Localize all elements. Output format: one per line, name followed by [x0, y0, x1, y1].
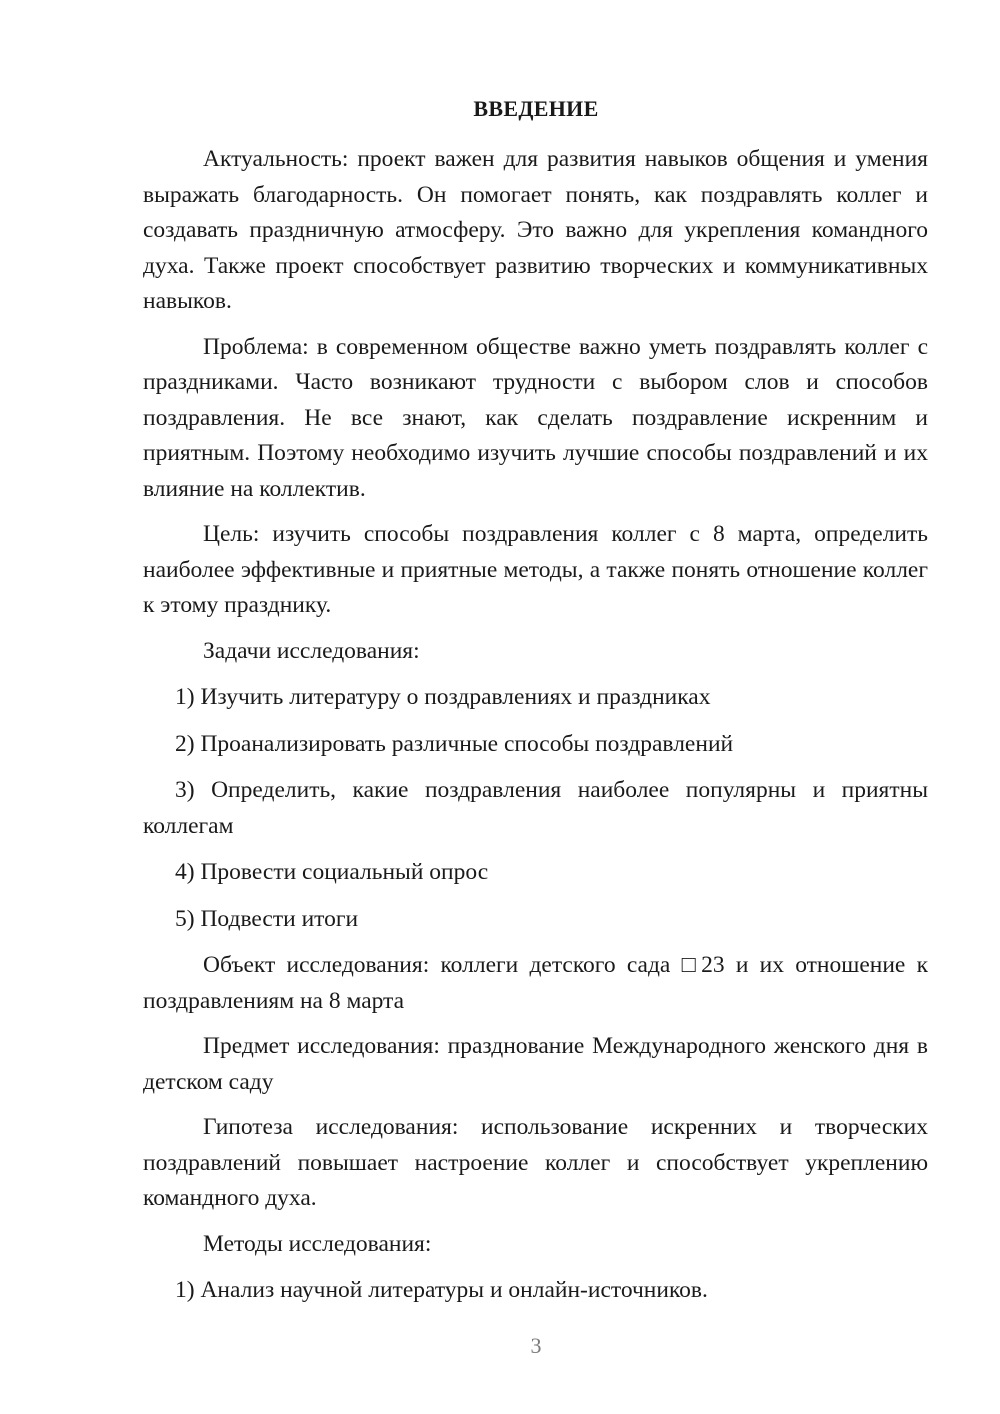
object-paragraph: Объект исследования: коллеги детского сада □23 и их отношение к поздравлениям на 8 марта — [143, 952, 928, 1014]
task-item-2: 2) Проанализировать различные способы поздравлений — [175, 730, 734, 757]
methods-heading: Методы исследования: — [203, 1230, 432, 1257]
page-number: 3 — [530, 1333, 542, 1358]
tasks-heading: Задачи исследования: — [203, 637, 420, 664]
relevance-paragraph: Актуальность: проект важен для развития навыков общения и умения выражать благодарность. Он помогает понять, как поздравлять коллег и создавать праздничную атмосферу. Это важно для укрепления командного духа. Также проект способствует развитию творческих и коммуникативных навыков. — [143, 146, 928, 314]
task-item-5: 5) Подвести итоги — [175, 905, 359, 932]
hypothesis-paragraph: Гипотеза исследования: использование искренних и творческих поздравлений повышает настроение коллег и способствует укреплению командного духа. — [143, 1114, 928, 1211]
task-item-1: 1) Изучить литературу о поздравлениях и праздниках — [175, 684, 711, 710]
task-item-4: 4) Провести социальный опрос — [175, 859, 489, 885]
task-item-3: 3) Определить, какие поздравления наиболее популярны и приятны коллегам — [143, 777, 928, 839]
subject-paragraph: Предмет исследования: празднование Международного женского дня в детском саду — [143, 1033, 928, 1095]
document-body — [143, 142, 928, 1320]
page-title: ВВЕДЕНИЕ — [473, 96, 599, 121]
method-item-1: 1) Анализ научной литературы и онлайн-источников. — [175, 1277, 708, 1303]
problem-paragraph: Проблема: в современном обществе важно уметь поздравлять коллег с праздниками. Часто возникают трудности с выбором слов и способов поздравления. Не все знают, как сделать поздравление искренним и приятным. Поэтому необходимо изучить лучшие способы поздравлений и их влияние на коллектив. — [143, 333, 928, 502]
goal-paragraph: Цель: изучить способы поздравления коллег с 8 марта, определить наиболее эффективные и приятные методы, а также понять отношение коллег к этому празднику. — [143, 521, 928, 618]
